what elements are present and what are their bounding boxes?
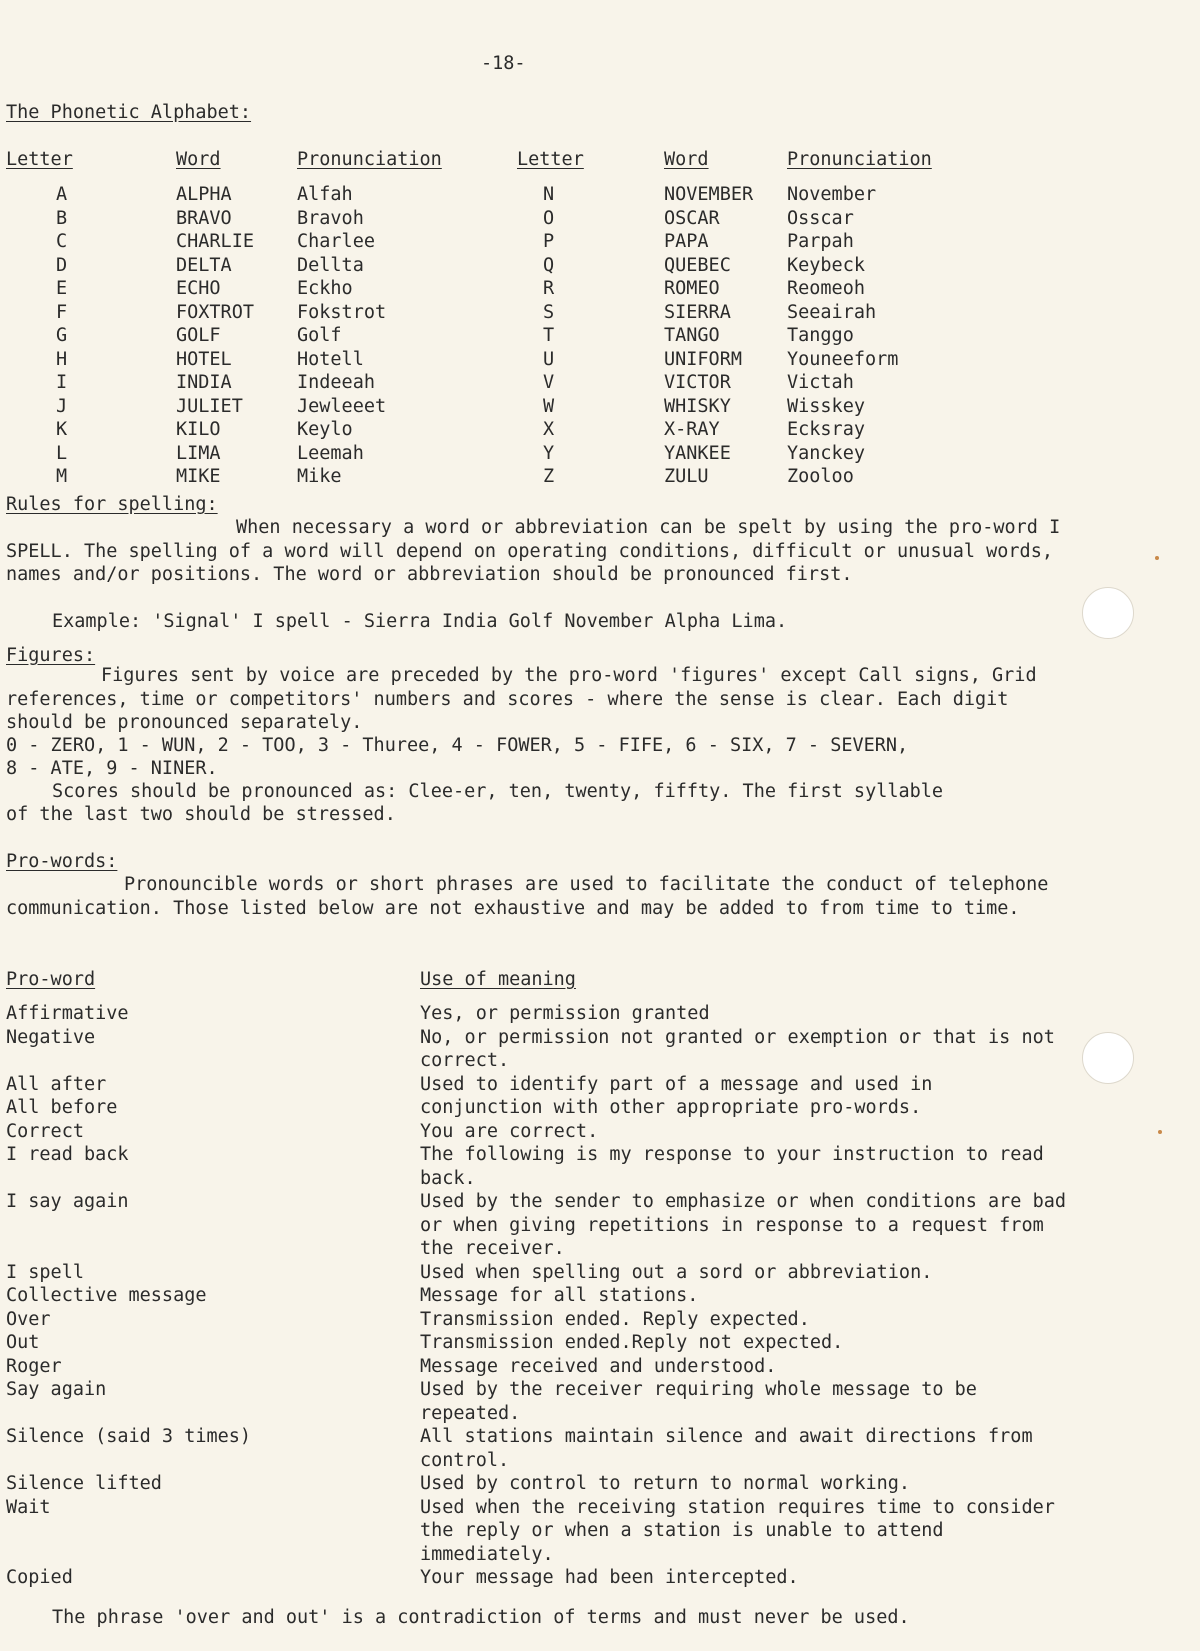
alphabet-letter: W: [543, 395, 555, 417]
alphabet-word: ZULU: [664, 466, 709, 487]
proword-meaning: All stations maintain silence and await directions from control.: [420, 1426, 1033, 1471]
spelling-text: When necessary a word or abbreviation can be spelt by using the pro-word I SPELL. The spelling of a word will depend on operating conditions, difficult or unusual words, names and/or positions. The word or abbreviation should be pronounced first.: [6, 517, 1061, 585]
alphabet-letter: E: [56, 278, 68, 299]
alphabet-pronunciation: Fokstrot: [297, 301, 387, 323]
alphabet-pronunciation: Golf: [297, 325, 342, 346]
alphabet-right-letters: [543, 183, 554, 489]
alphabet-pronunciation: Hotell: [297, 348, 364, 370]
proword-row: [6, 1308, 1086, 1332]
alphabet-left-words: [176, 183, 254, 489]
alphabet-letter: V: [543, 372, 555, 393]
figures-text: Figures sent by voice are preceded by the pro-word 'figures' except Call signs, Grid references, time or competitors' numbers and scores - where the sense is clear. Each digit should be pronounced separately.: [6, 665, 1037, 733]
proword-list: [6, 1002, 1086, 1590]
alphabet-pronunciation: Victah: [787, 372, 854, 393]
alphabet-word: PAPA: [664, 231, 709, 252]
alphabet-pronunciation: Parpah: [787, 231, 854, 252]
alphabet-letter: L: [56, 442, 68, 464]
alphabet-word: DELTA: [176, 254, 232, 276]
alphabet-letter: J: [56, 395, 68, 417]
alphabet-letter: B: [56, 207, 68, 229]
alphabet-word: INDIA: [176, 372, 232, 393]
alphabet-pronunciation: Wisskey: [787, 395, 865, 417]
proword-meaning: Transmission ended. Reply expected.: [420, 1308, 810, 1330]
proword-row: [6, 1096, 1086, 1120]
alphabet-letter: G: [56, 325, 68, 346]
alphabet-word: LIMA: [176, 442, 221, 464]
proword-meaning: Transmission ended.Reply not expected.: [420, 1332, 844, 1353]
alphabet-pronunciation: Mike: [297, 466, 342, 487]
alphabet-right-words: [664, 183, 753, 489]
figures-digits-line1: 0 - ZERO, 1 - WUN, 2 - TOO, 3 - Thuree, 4 - FOWER, 5 - FIFE, 6 - SIX, 7 - SEVERN,: [6, 735, 909, 756]
proword-meaning: Message received and understood.: [420, 1355, 777, 1377]
letter-header-left: Letter: [6, 149, 73, 170]
letter-header-right: Letter: [517, 149, 584, 170]
alphabet-pronunciation: Keybeck: [787, 254, 865, 276]
proword-row: [6, 1472, 1086, 1496]
proword-meaning: conjunction with other appropriate pro-words.: [420, 1097, 922, 1118]
alphabet-letter: N: [543, 184, 555, 205]
alphabet-word: JULIET: [176, 395, 243, 417]
proword: Say again: [6, 1379, 107, 1400]
proword-row: [6, 1496, 1086, 1567]
paper-mark: [1158, 1130, 1162, 1134]
proword-row: [6, 1073, 1086, 1097]
alphabet-pronunciation: Youneeform: [787, 348, 899, 370]
proword-row: [6, 1284, 1086, 1308]
alphabet-letter: I: [56, 372, 68, 393]
alphabet-word: FOXTROT: [176, 301, 254, 323]
proword-row: [6, 1120, 1086, 1144]
pronunciation-header-right: Pronunciation: [787, 149, 932, 170]
proword: Over: [6, 1308, 51, 1330]
alphabet-pronunciation: Tanggo: [787, 325, 854, 346]
proword-row: [6, 1026, 1086, 1073]
alphabet-letter: D: [56, 254, 68, 276]
proword: Silence (said 3 times): [6, 1426, 252, 1447]
alphabet-pronunciation: Ecksray: [787, 419, 865, 440]
proword: Correct: [6, 1120, 84, 1142]
alphabet-word: TANGO: [664, 325, 720, 346]
alphabet-word: MIKE: [176, 466, 221, 487]
footer-note: The phrase 'over and out' is a contradiction of terms and must never be used.: [52, 1607, 910, 1628]
proword-meaning: Used when the receiving station requires time to consider the reply or when a station is unable to attend immediately.: [420, 1496, 1055, 1565]
word-header-left: Word: [176, 149, 221, 170]
alphabet-pronunciation: Jewleeet: [297, 395, 387, 417]
alphabet-word: VICTOR: [664, 372, 731, 393]
spelling-example: Example: 'Signal' I spell - Sierra India Golf November Alpha Lima.: [52, 611, 788, 632]
proword-meaning: Used by the receiver requiring whole message to be repeated.: [420, 1379, 977, 1424]
figures-title: Figures:: [6, 645, 96, 666]
alphabet-word: ALPHA: [176, 184, 232, 205]
proword-row: [6, 1355, 1086, 1379]
alphabet-word: X-RAY: [664, 419, 720, 440]
alphabet-letter: T: [543, 325, 555, 346]
proword-meaning: Used by the sender to emphasize or when conditions are bad or when giving repetitions in response to a request from the receiver.: [420, 1191, 1067, 1259]
proword: I spell: [6, 1261, 84, 1283]
alphabet-letter: R: [543, 278, 555, 299]
alphabet-pronunciation: Seeairah: [787, 301, 877, 323]
proword-meaning: No, or permission not granted or exemption or that is not correct.: [420, 1026, 1055, 1071]
proword-row: [6, 1002, 1086, 1026]
alphabet-letter: O: [543, 207, 555, 229]
proword-row: [6, 1378, 1086, 1425]
proword-row: [6, 1566, 1086, 1590]
alphabet-pronunciation: Indeeah: [297, 372, 375, 393]
prowords-text: Pronouncible words or short phrases are used to facilitate the conduct of telephone communication. Those listed below are not exhaustive and may be added to from time to time.: [6, 874, 1049, 919]
alphabet-pronunciation: Yanckey: [787, 442, 865, 464]
alphabet-letter: M: [56, 466, 68, 487]
proword: Roger: [6, 1355, 62, 1377]
alphabet-left-pronunciations: [297, 183, 386, 489]
alphabet-word: UNIFORM: [664, 348, 742, 370]
alphabet-pronunciation: Leemah: [297, 442, 364, 464]
alphabet-word: WHISKY: [664, 395, 731, 417]
proword-row: [6, 1331, 1086, 1355]
alphabet-left-letters: [56, 183, 67, 489]
alphabet-word: CHARLIE: [176, 231, 254, 252]
use-column-header: Use of meaning: [420, 969, 576, 990]
alphabet-letter: A: [56, 184, 68, 205]
alphabet-word: ECHO: [176, 278, 221, 299]
alphabet-letter: K: [56, 419, 68, 440]
phonetic-alphabet-title: The Phonetic Alphabet:: [6, 102, 252, 123]
page-number: -18-: [481, 53, 526, 74]
proword: Collective message: [6, 1285, 207, 1306]
proword: All after: [6, 1073, 107, 1095]
proword-row: [6, 1425, 1086, 1472]
proword-row: [6, 1190, 1086, 1261]
alphabet-letter: Z: [543, 466, 555, 487]
figures-scores-line1: Scores should be pronounced as: Clee-er, ten, twenty, fiffty. The first syllable: [52, 781, 944, 802]
proword: All before: [6, 1097, 118, 1118]
proword-meaning: Your message had been intercepted.: [420, 1567, 799, 1588]
proword: Out: [6, 1332, 40, 1353]
proword-meaning: Message for all stations.: [420, 1285, 699, 1306]
figures-scores-line2: of the last two should be stressed.: [6, 804, 396, 825]
alphabet-pronunciation: Charlee: [297, 231, 375, 252]
proword-meaning: Yes, or permission granted: [420, 1003, 710, 1024]
proword-meaning: Used when spelling out a sord or abbreviation.: [420, 1261, 933, 1283]
paper-mark: [1155, 556, 1159, 560]
word-header-right: Word: [664, 149, 709, 170]
alphabet-letter: Q: [543, 254, 555, 276]
alphabet-word: OSCAR: [664, 207, 720, 229]
alphabet-pronunciation: Bravoh: [297, 207, 364, 229]
proword: I read back: [6, 1144, 129, 1165]
alphabet-right-pronunciations: [787, 183, 898, 489]
alphabet-letter: P: [543, 231, 555, 252]
alphabet-letter: U: [543, 348, 555, 370]
punch-hole-bottom: [1082, 1032, 1134, 1084]
alphabet-word: YANKEE: [664, 442, 731, 464]
alphabet-word: NOVEMBER: [664, 184, 754, 205]
alphabet-pronunciation: November: [787, 184, 877, 205]
proword-meaning: The following is my response to your instruction to read back.: [420, 1144, 1044, 1189]
proword: Wait: [6, 1496, 51, 1518]
alphabet-pronunciation: Dellta: [297, 254, 364, 276]
proword-meaning: Used to identify part of a message and used in: [420, 1073, 933, 1095]
proword: Negative: [6, 1026, 96, 1048]
alphabet-word: GOLF: [176, 325, 221, 346]
alphabet-word: HOTEL: [176, 348, 232, 370]
prowords-title: Pro-words:: [6, 851, 118, 872]
alphabet-letter: C: [56, 231, 68, 252]
figures-digits-line2: 8 - ATE, 9 - NINER.: [6, 758, 218, 779]
proword-meaning: You are correct.: [420, 1120, 599, 1142]
alphabet-pronunciation: Reomeoh: [787, 278, 865, 299]
pronunciation-header-left: Pronunciation: [297, 149, 442, 170]
alphabet-pronunciation: Zooloo: [787, 466, 854, 487]
alphabet-letter: S: [543, 301, 555, 323]
proword: Silence lifted: [6, 1473, 162, 1494]
proword-row: [6, 1143, 1086, 1190]
alphabet-word: SIERRA: [664, 301, 731, 323]
alphabet-letter: F: [56, 301, 68, 323]
proword: I say again: [6, 1191, 129, 1212]
proword: Copied: [6, 1567, 73, 1588]
proword-column-header: Pro-word: [6, 969, 96, 990]
spelling-title: Rules for spelling:: [6, 494, 218, 515]
alphabet-word: BRAVO: [176, 207, 232, 229]
alphabet-pronunciation: Eckho: [297, 278, 353, 299]
proword-meaning: Used by control to return to normal working.: [420, 1473, 911, 1494]
proword: Affirmative: [6, 1003, 129, 1024]
alphabet-pronunciation: Osscar: [787, 207, 854, 229]
alphabet-word: KILO: [176, 419, 221, 440]
alphabet-word: QUEBEC: [664, 254, 731, 276]
alphabet-letter: X: [543, 419, 555, 440]
alphabet-word: ROMEO: [664, 278, 720, 299]
alphabet-pronunciation: Alfah: [297, 184, 353, 205]
alphabet-letter: H: [56, 348, 68, 370]
punch-hole-top: [1082, 587, 1134, 639]
alphabet-pronunciation: Keylo: [297, 419, 353, 440]
proword-row: [6, 1261, 1086, 1285]
alphabet-letter: Y: [543, 442, 555, 464]
